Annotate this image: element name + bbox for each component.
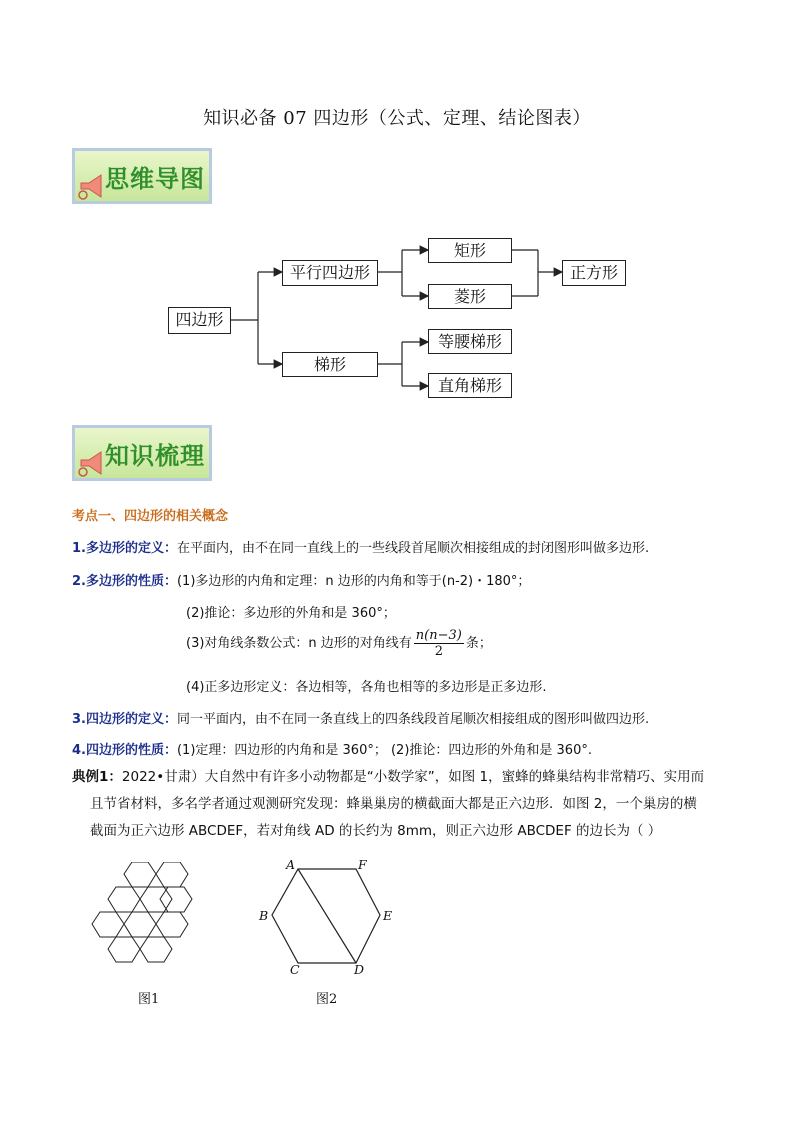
hexagon-cell — [160, 887, 192, 912]
vertex-c-label: C — [290, 962, 300, 977]
item-1-text: 在平面内，由不在同一直线上的一些线段首尾顺次相接组成的封闭图形叫做多边形. — [176, 541, 650, 556]
hexagon-cell — [140, 937, 172, 962]
item-4 — [72, 739, 592, 758]
vertex-d-label: D — [354, 962, 365, 977]
hexagon-cell — [124, 912, 156, 937]
example-1 — [72, 764, 732, 845]
fraction-numerator: n(n−3) — [415, 628, 462, 643]
node-right-trapezoid: 直角梯形 — [428, 373, 512, 398]
item-2-point-4: (4)正多边形定义：各边相等，各角也相等的多边形是正多边形. — [186, 680, 547, 695]
node-parallelogram: 平行四边形 — [282, 260, 378, 286]
item-2-point-3 — [186, 628, 492, 659]
section-heading: 考点一、四边形的相关概念 — [72, 509, 229, 524]
diagonal-count-fraction — [414, 628, 464, 659]
vertex-e-label: E — [383, 908, 393, 923]
vertex-a-label: A — [286, 857, 296, 872]
item-3-label: 3.四边形的定义： — [72, 712, 177, 727]
item-2 — [72, 570, 530, 589]
item-1-label: 1.多边形的定义： — [72, 541, 177, 556]
node-rectangle: 矩形 — [428, 238, 512, 263]
knowledge-banner-title: 知识梳理 — [105, 442, 205, 470]
vertex-f-label: F — [358, 857, 367, 872]
example-line-1: 2022•甘肃）大自然中有许多小动物都是“小数学家”，如图 1，蜜蜂的蜂巢结构非常精巧、实用而 — [121, 769, 705, 785]
item-2-point-1: (1)多边形的内角和定理：n 边形的内角和等于(n-2)・180°； — [176, 574, 531, 589]
hexagon-cell — [108, 937, 140, 962]
example-line-3: 截面为正六边形 ABCDEF，若对角线 AD 的长约为 8mm，则正六边形 ABCDEF 的边长为（ ） — [90, 823, 662, 839]
item-3 — [72, 708, 649, 727]
knowledge-banner — [72, 425, 212, 481]
example-label: 典例1： — [72, 769, 122, 785]
item-1 — [72, 537, 649, 556]
hexagon-abcdef — [272, 869, 380, 963]
hexagon-cell — [156, 862, 188, 887]
item-3-text: 同一平面内，由不在同一条直线上的四条线段首尾顺次相接组成的图形叫做四边形. — [176, 712, 650, 727]
mindmap-banner-title: 思维导图 — [105, 165, 205, 193]
example-line-2: 且节省材料，多名学者通过观测研究发现：蜂巢巢房的横截面大都是正六边形．如图 2，一个巢房的横 — [90, 796, 697, 812]
node-rhombus: 菱形 — [428, 284, 512, 309]
vertex-b-label: B — [259, 908, 269, 923]
item-2-point-3-suffix: 条； — [465, 636, 492, 651]
node-isosceles-trapezoid: 等腰梯形 — [428, 329, 512, 354]
hexagon-cell — [124, 862, 156, 887]
hexagon-cell — [140, 887, 172, 912]
page-title: 知识必备 07 四边形（公式、定理、结论图表） — [203, 108, 591, 129]
figure-2-caption: 图2 — [316, 992, 338, 1007]
mindmap-connectors — [0, 0, 794, 420]
node-trapezoid: 梯形 — [282, 352, 378, 377]
item-4-text: (1)定理：四边形的内角和是 360°； (2)推论：四边形的外角和是 360°. — [176, 743, 592, 758]
item-4-label: 4.四边形的性质： — [72, 743, 177, 758]
hexagon-cell — [108, 887, 140, 912]
hexagon-cell — [92, 912, 124, 937]
figure-1-caption: 图1 — [138, 992, 160, 1007]
fraction-denominator: 2 — [434, 644, 443, 659]
item-2-point-2: (2)推论：多边形的外角和是 360°； — [186, 606, 396, 621]
node-quadrilateral: 四边形 — [168, 307, 231, 334]
hexagon-cell — [156, 912, 188, 937]
node-square: 正方形 — [562, 260, 626, 286]
item-2-point-3-text: (3)对角线条数公式：n 边形的对角线有 — [186, 636, 412, 651]
item-2-label: 2.多边形的性质： — [72, 574, 177, 589]
diagonal-ad — [298, 869, 356, 963]
figure-1-honeycomb — [80, 862, 200, 974]
